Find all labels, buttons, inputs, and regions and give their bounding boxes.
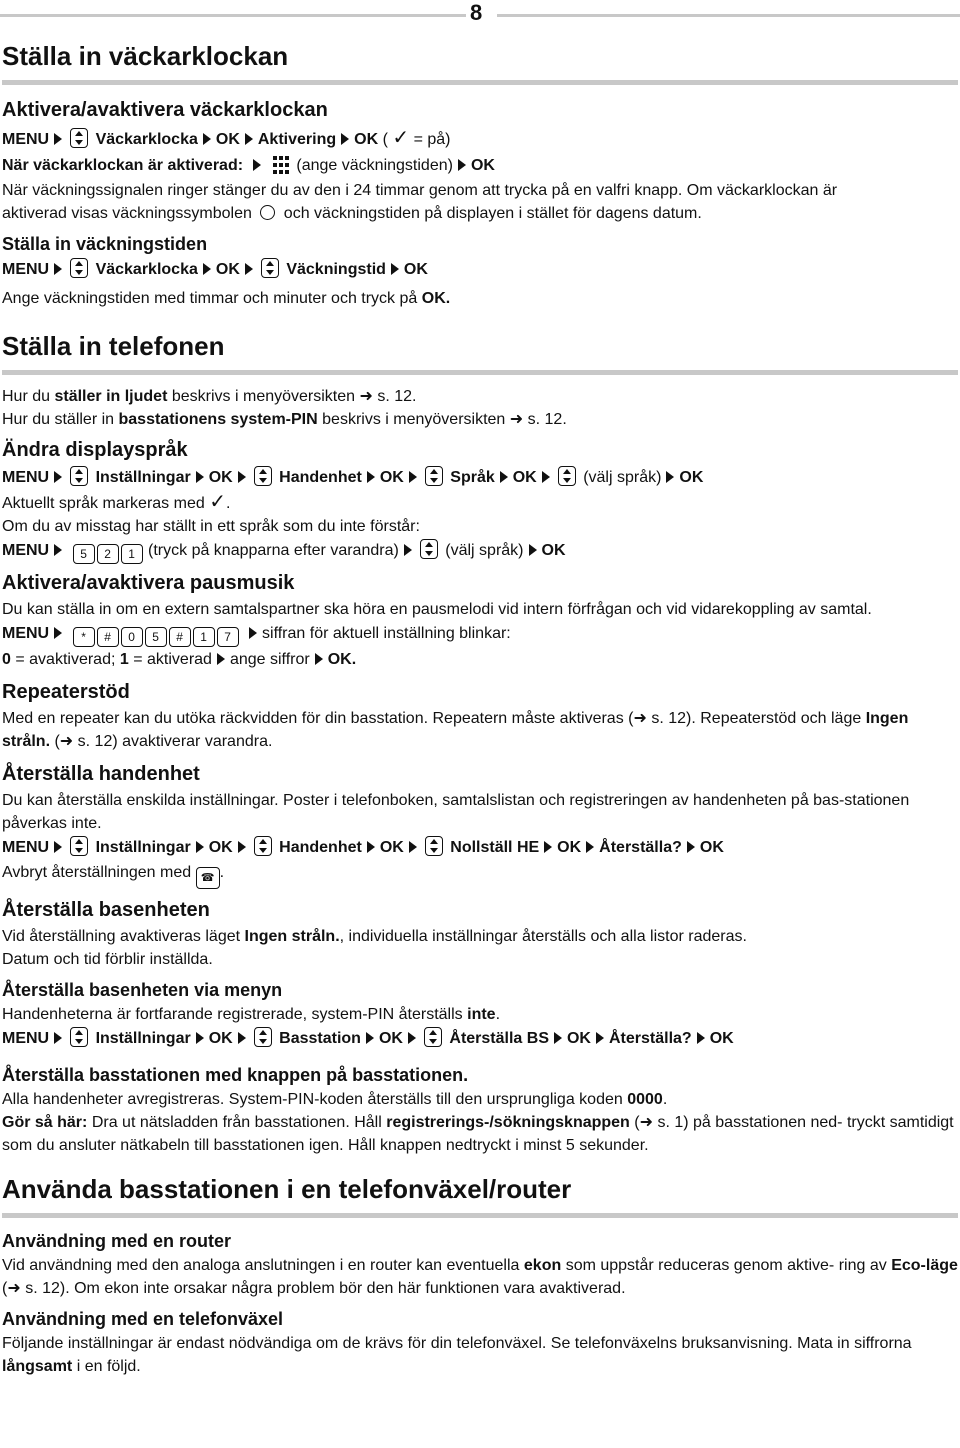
top-rule-right xyxy=(497,14,960,17)
updown-key-icon xyxy=(425,836,443,856)
navigate-right-icon xyxy=(196,1032,204,1044)
key-hash: # xyxy=(169,627,191,647)
heading-hold-music: Aktivera/avaktivera pausmusik xyxy=(2,572,295,594)
arrow-right-icon: ➜ xyxy=(639,1114,654,1131)
updown-key-icon xyxy=(558,466,576,486)
navigate-right-icon xyxy=(458,159,466,171)
navigate-right-icon xyxy=(404,544,412,556)
nav-path-alarm-time: När väckarklockan är aktiverad: (ange väckningstiden) OK xyxy=(2,157,495,174)
navigate-right-icon xyxy=(529,544,537,556)
updown-key-icon xyxy=(70,466,88,486)
navigate-right-icon xyxy=(54,263,62,275)
section-title-router: Använda basstationen i en telefonväxel/router xyxy=(2,1174,572,1204)
navigate-right-icon xyxy=(554,1032,562,1044)
navigate-right-icon xyxy=(687,841,695,853)
heading-wake-time: Ställa in väckningstiden xyxy=(2,234,208,254)
navigate-right-icon xyxy=(238,471,246,483)
navigate-right-icon xyxy=(196,471,204,483)
content xyxy=(2,36,958,1378)
navigate-right-icon xyxy=(596,1032,604,1044)
key-hash: # xyxy=(97,627,119,647)
nav-path-language: MENU Inställningar OK Handenhet OK Språk OK (välj språk) OK xyxy=(2,465,958,491)
updown-key-icon xyxy=(254,1027,272,1047)
navigate-right-icon xyxy=(54,627,62,639)
divider xyxy=(2,370,958,375)
paragraph: Ange väckningstiden med timmar och minuter och tryck på OK. xyxy=(2,290,451,307)
navigate-right-icon xyxy=(245,133,253,145)
paragraph: Följande inställningar är endast nödvändiga om de krävs för din telefonväxel. Se telefonväxelns bruksanvisning. Mata in siffrorna långsamt i en följd. xyxy=(2,1335,912,1375)
section-title-phone: Ställa in telefonen xyxy=(2,331,225,361)
key-5: 5 xyxy=(73,544,95,564)
updown-key-icon xyxy=(70,836,88,856)
paragraph: Om du av misstag har ställt in ett språk som du inte förstår: xyxy=(2,518,420,535)
heading-display-language: Ändra displayspråk xyxy=(2,439,188,461)
nav-path-wake-time: MENU Väckarklocka OK Väckningstid OK xyxy=(2,257,958,283)
paragraph: Hur du ställer in ljudet beskrivs i menyöversikten ➜ s. 12. xyxy=(2,388,417,405)
key-1: 1 xyxy=(193,627,215,647)
navigate-right-icon xyxy=(238,1032,246,1044)
heading-router: Användning med en router xyxy=(2,1231,232,1251)
paragraph: Handenheterna är fortfarande registrerade, system-PIN återställs inte. xyxy=(2,1006,501,1023)
paragraph: Aktuellt språk markeras med ✓. xyxy=(2,491,231,513)
key-7: 7 xyxy=(217,627,239,647)
paragraph: När väckningssignalen ringer stänger du av den i 24 timmar genom att trycka på en valfri knapp. Om väckarklockan är xyxy=(2,182,838,199)
navigate-right-icon xyxy=(203,133,211,145)
arrow-right-icon: ➜ xyxy=(509,411,524,428)
nav-path-reset-base: MENU Inställningar OK Basstation OK Återställa BS OK Återställa? OK xyxy=(2,1026,958,1052)
updown-key-icon xyxy=(424,1027,442,1047)
paragraph: Du kan ställa in om en extern samtalspartner ska höra en pausmelodi vid intern förfrågan och vid vidarekoppling av samtal. xyxy=(2,601,872,618)
navigate-right-icon xyxy=(409,471,417,483)
arrow-right-icon: ➜ xyxy=(359,388,373,405)
check-icon: ✓ xyxy=(209,491,226,513)
updown-key-icon xyxy=(261,258,279,278)
navigate-right-icon xyxy=(203,263,211,275)
check-icon: ✓ xyxy=(392,127,410,149)
navigate-right-icon xyxy=(217,653,225,665)
navigate-right-icon xyxy=(409,841,417,853)
arrow-right-icon: ➜ xyxy=(7,1280,21,1297)
nav-path-hold-music: MENU * # 0 5 # 1 7 siffran för aktuell inställning blinkar: xyxy=(2,621,958,647)
paragraph: Datum och tid förblir inställda. xyxy=(2,951,213,968)
divider xyxy=(2,1213,958,1218)
navigate-right-icon xyxy=(500,471,508,483)
heading-pbx: Användning med en telefonväxel xyxy=(2,1309,284,1329)
paragraph: Vid återställning avaktiveras läget Ingen stråln., individuella inställningar återställs och alla listor raderas. xyxy=(2,928,747,945)
nav-path-reset-handset: MENU Inställningar OK Handenhet OK Nollställ HE OK Återställa? OK xyxy=(2,835,958,861)
arrow-right-icon: ➜ xyxy=(633,710,647,727)
navigate-right-icon xyxy=(315,653,323,665)
section-title-alarm: Ställa in väckarklockan xyxy=(2,41,289,71)
key-2: 2 xyxy=(97,544,119,564)
divider xyxy=(2,80,958,85)
heading-repeater: Repeaterstöd xyxy=(2,681,130,703)
updown-key-icon xyxy=(70,128,88,148)
navigate-right-icon xyxy=(253,159,261,171)
page-number: 8 xyxy=(470,0,483,25)
navigate-right-icon xyxy=(586,841,594,853)
top-rule-left xyxy=(0,14,466,17)
navigate-right-icon xyxy=(238,841,246,853)
navigate-right-icon xyxy=(54,471,62,483)
navigate-right-icon xyxy=(341,133,349,145)
arrow-right-icon: ➜ xyxy=(59,733,74,750)
paragraph: Du kan återställa enskilda inställningar. Poster i telefonboken, samtalslistan och registreringen av handenheten på bas-stationen påverkas inte. xyxy=(2,792,910,832)
navigate-right-icon xyxy=(245,263,253,275)
navigate-right-icon xyxy=(54,544,62,556)
navigate-right-icon xyxy=(391,263,399,275)
key-0: 0 xyxy=(121,627,143,647)
end-call-icon: ☎ xyxy=(196,867,220,889)
paragraph: Gör så här: Dra ut nätsladden från basstationen. Håll registrerings-/sökningsknappen (➜ s. 1) på basstationen ned- tryckt samtidigt som du ansluter nätkabeln till basstationen igen. Håll knappen nedtryckt i minst 5 sekunder. xyxy=(2,1114,954,1154)
nav-path-language-reset: MENU 5 2 1 (tryck på knapparna efter varandra) (välj språk) OK xyxy=(2,538,958,564)
updown-key-icon xyxy=(70,258,88,278)
paragraph: Avbryt återställningen med ☎ . xyxy=(2,861,958,889)
navigate-right-icon xyxy=(54,133,62,145)
paragraph: Hur du ställer in basstationens system-PIN beskrivs i menyöversikten ➜ s. 12. xyxy=(2,411,567,428)
navigate-right-icon xyxy=(367,471,375,483)
heading-reset-base: Återställa basenheten xyxy=(2,899,210,921)
navigate-right-icon xyxy=(54,1032,62,1044)
heading-activate-alarm: Aktivera/avaktivera väckarklockan xyxy=(2,99,328,121)
heading-reset-base-menu: Återställa basenheten via menyn xyxy=(2,980,283,1000)
navigate-right-icon xyxy=(249,627,257,639)
alarm-clock-icon xyxy=(260,205,275,220)
updown-key-icon xyxy=(70,1027,88,1047)
paragraph: Alla handenheter avregistreras. System-PIN-koden återställs till den ursprungliga koden 0000. xyxy=(2,1091,668,1108)
navigate-right-icon xyxy=(544,841,552,853)
updown-key-icon xyxy=(425,466,443,486)
updown-key-icon xyxy=(254,836,272,856)
navigate-right-icon xyxy=(697,1032,705,1044)
heading-reset-handset: Återställa handenhet xyxy=(2,763,200,785)
navigate-right-icon xyxy=(196,841,204,853)
nav-path-hold-music-values: 0 = avaktiverad; 1 = aktiverad ange siffror OK. xyxy=(2,651,357,668)
navigate-right-icon xyxy=(366,1032,374,1044)
updown-key-icon xyxy=(254,466,272,486)
updown-key-icon xyxy=(420,539,438,559)
paragraph: Med en repeater kan du utöka räckvidden för din basstation. Repeatern måste aktiveras (➜ s. 12). Repeaterstöd och läge Ingen stråln. (➜ s. 12) avaktiverar varandra. xyxy=(2,710,909,750)
navigate-right-icon xyxy=(367,841,375,853)
navigate-right-icon xyxy=(54,841,62,853)
navigate-right-icon xyxy=(408,1032,416,1044)
paragraph: Vid användning med den analoga anslutningen i en router kan eventuella ekon som uppstår reduceras genom aktive- ring av Eco-läge (➜ s. 12). Om ekon inte orsakar några problem bör den här funktionen vara avaktiverad. xyxy=(2,1257,958,1297)
key-5: 5 xyxy=(145,627,167,647)
nav-path-alarm: MENU Väckarklocka OK Aktivering OK ( ✓ = på) xyxy=(2,127,451,149)
heading-reset-base-button: Återställa basstationen med knappen på basstationen. xyxy=(2,1065,469,1085)
key-star: * xyxy=(73,627,95,647)
navigate-right-icon xyxy=(542,471,550,483)
keypad-icon xyxy=(273,156,289,174)
paragraph: aktiverad visas väckningssymbolen och väckningstiden på displayen i stället för dagens datum. xyxy=(2,205,702,222)
key-1: 1 xyxy=(121,544,143,564)
navigate-right-icon xyxy=(666,471,674,483)
